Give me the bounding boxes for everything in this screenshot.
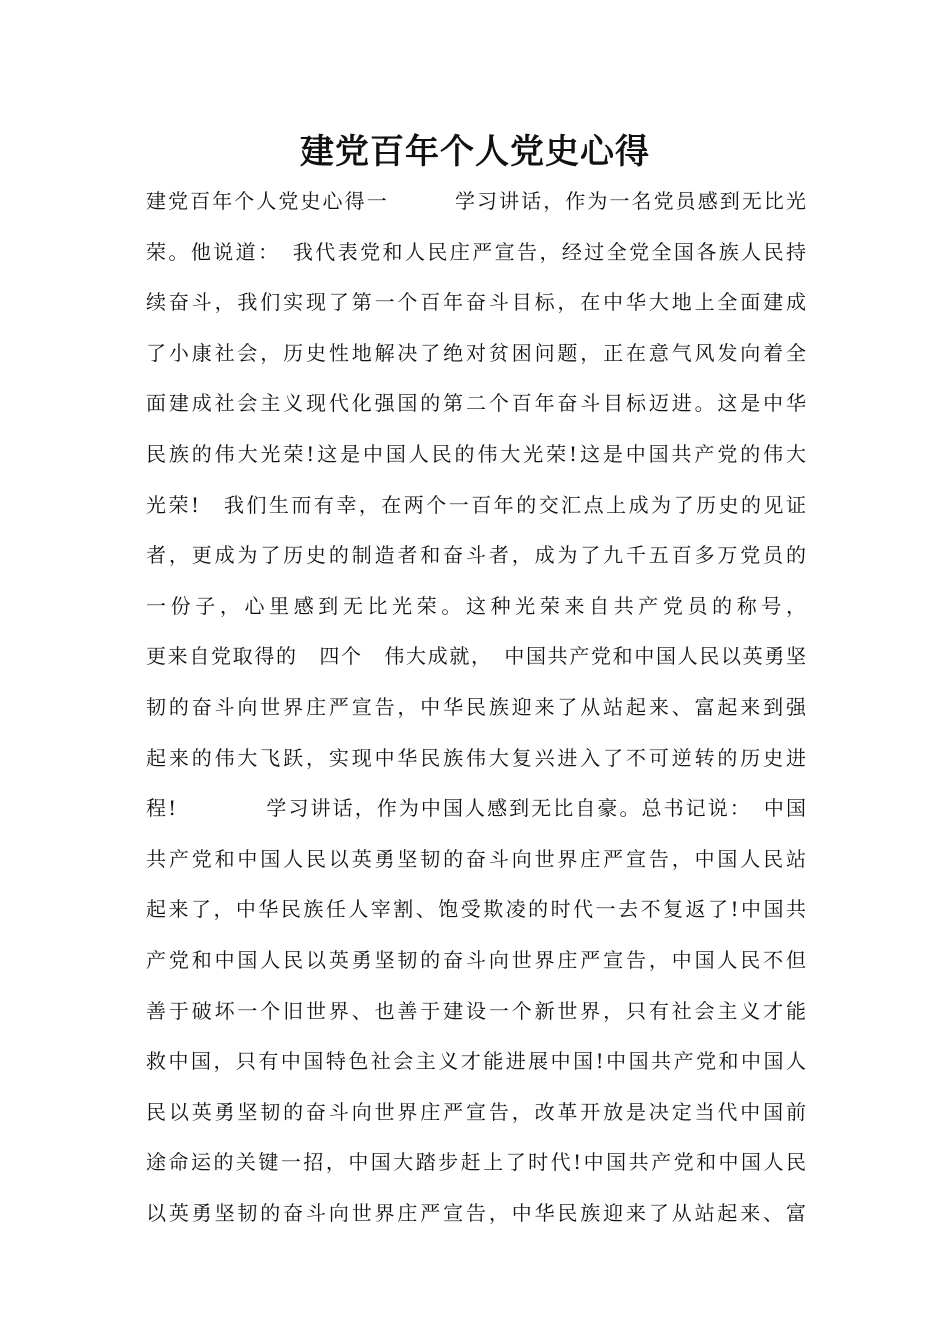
body-line: 以英勇坚韧的奋斗向世界庄严宣告，中华民族迎来了从站起来、富: [146, 1200, 806, 1225]
body-line: 一份子，心里感到无比光荣。这种光荣来自共产党员的称号，: [146, 593, 806, 618]
body-line: 更来自党取得的 四个 伟大成就， 中国共产党和中国人民以英勇坚: [146, 644, 806, 669]
body-line: 建党百年个人党史心得一 学习讲话，作为一名党员感到无比光: [146, 189, 806, 213]
body-line: 者，更成为了历史的制造者和奋斗者，成为了九千五百多万党员的: [146, 543, 806, 568]
document-body: [146, 181, 806, 1243]
body-line: 面建成社会主义现代化强国的第二个百年奋斗目标迈进。这是中华: [146, 391, 806, 416]
document-title: 建党百年个人党史心得: [300, 132, 650, 172]
body-line: 途命运的关键一招，中国大踏步赶上了时代!中国共产党和中国人民: [146, 1150, 806, 1175]
body-line: 善于破坏一个旧世界、也善于建设一个新世界，只有社会主义才能: [146, 998, 806, 1023]
body-line: 程! 学习讲话，作为中国人感到无比自豪。总书记说： 中国: [146, 796, 806, 821]
body-line: 产党和中国人民以英勇坚韧的奋斗向世界庄严宣告，中国人民不但: [146, 947, 806, 972]
body-line: 韧的奋斗向世界庄严宣告，中华民族迎来了从站起来、富起来到强: [146, 694, 806, 719]
body-line: 救中国，只有中国特色社会主义才能进展中国!中国共产党和中国人: [146, 1049, 806, 1074]
body-line: 起来的伟大飞跃，实现中华民族伟大复兴进入了不可逆转的历史进: [146, 745, 806, 770]
body-line: 起来了，中华民族任人宰割、饱受欺凌的时代一去不复返了!中国共: [146, 897, 806, 922]
body-line: 荣。他说道： 我代表党和人民庄严宣告，经过全党全国各族人民持: [146, 239, 806, 264]
body-line: 了小康社会，历史性地解决了绝对贫困问题，正在意气风发向着全: [146, 340, 806, 365]
body-line: 续奋斗，我们实现了第一个百年奋斗目标，在中华大地上全面建成: [146, 290, 806, 315]
body-line: 民以英勇坚韧的奋斗向世界庄严宣告，改革开放是决定当代中国前: [146, 1099, 806, 1124]
body-line: 光荣! 我们生而有幸，在两个一百年的交汇点上成为了历史的见证: [146, 492, 806, 517]
body-line: 民族的伟大光荣!这是中国人民的伟大光荣!这是中国共产党的伟大: [146, 441, 806, 466]
body-line: 共产党和中国人民以英勇坚韧的奋斗向世界庄严宣告，中国人民站: [146, 846, 806, 871]
